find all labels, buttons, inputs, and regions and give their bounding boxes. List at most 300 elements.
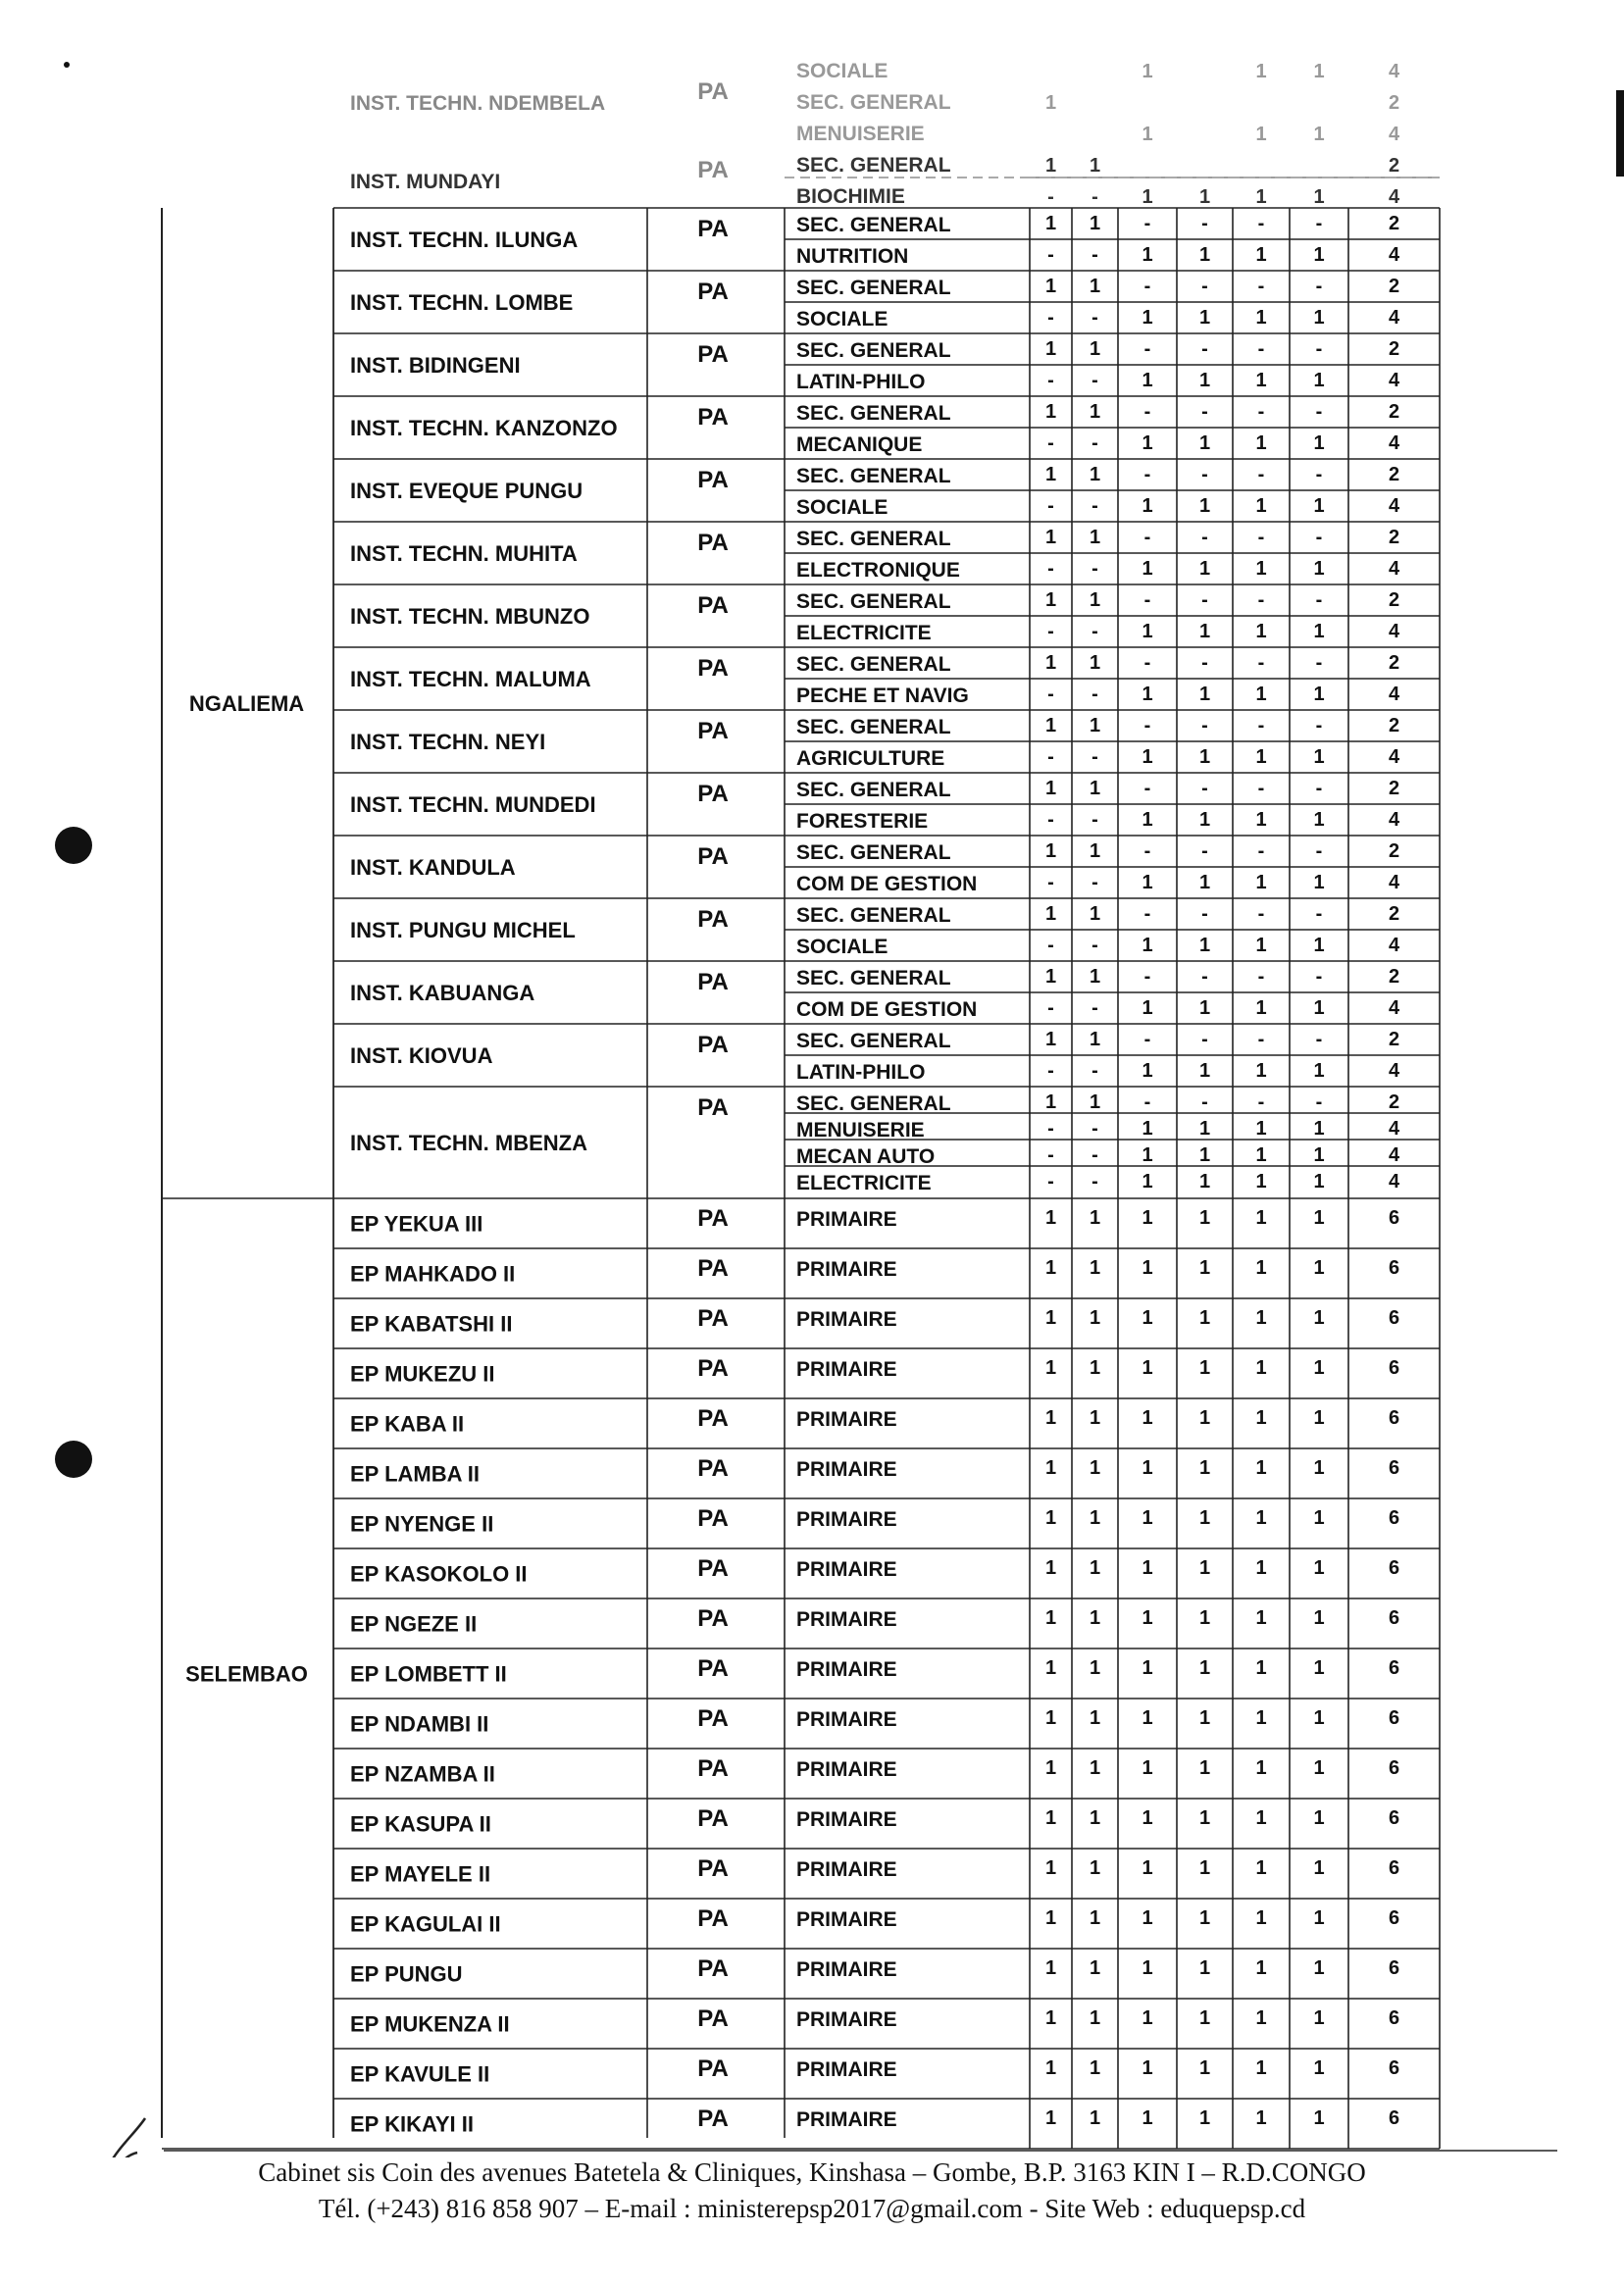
class-count: 1 [1044, 966, 1057, 988]
class-count: 1 [1044, 2057, 1057, 2079]
class-count: 1 [1198, 935, 1211, 956]
class-count: 1 [1255, 2057, 1267, 2079]
class-count: 1 [1255, 1807, 1267, 1829]
class-count: 1 [1313, 1357, 1325, 1379]
class-count: 1 [1313, 1257, 1325, 1279]
option-label: PRIMAIRE [796, 1958, 897, 1981]
school-type: PA [697, 1032, 729, 1058]
class-count: 1 [1044, 1029, 1057, 1050]
class-count: - [1047, 746, 1054, 768]
class-count: 6 [1388, 1407, 1400, 1429]
class-count: 1 [1089, 903, 1101, 925]
class-count: 1 [1089, 1857, 1101, 1879]
class-count: 1 [1044, 840, 1057, 862]
class-count: - [1201, 276, 1208, 297]
school-name: EP PUNGU [350, 1961, 463, 1987]
option-label: SEC. GENERAL [796, 967, 951, 989]
class-count: 1 [1142, 1957, 1153, 1979]
school-name: INST. TECHN. NEYI [350, 730, 546, 754]
class-count: - [1315, 966, 1323, 988]
class-count: 1 [1089, 1957, 1101, 1979]
class-count: - [1143, 715, 1151, 736]
class-count: 1 [1142, 2057, 1153, 2079]
school-name: INST. TECHN. LOMBE [350, 290, 574, 315]
option-label: SEC. GENERAL [796, 590, 951, 613]
class-count: - [1315, 213, 1323, 234]
class-count: - [1257, 652, 1265, 674]
class-count: 1 [1313, 746, 1325, 768]
option-label: SEC. GENERAL [796, 154, 951, 177]
class-count: 1 [1044, 589, 1057, 611]
class-count: - [1201, 401, 1208, 423]
class-count: 1 [1255, 1357, 1267, 1379]
option-label: SEC. GENERAL [796, 528, 951, 550]
class-count: 2 [1388, 966, 1400, 988]
class-count: 1 [1089, 1029, 1101, 1050]
class-count: 4 [1388, 61, 1400, 82]
class-count: 2 [1388, 715, 1400, 736]
school-type: PA [697, 1655, 729, 1682]
class-count: 1 [1255, 809, 1267, 831]
class-count: 1 [1142, 684, 1153, 705]
option-label: PECHE ET NAVIG [796, 685, 969, 707]
class-count: 1 [1198, 1171, 1211, 1192]
class-count: - [1257, 589, 1265, 611]
class-count: 1 [1198, 432, 1211, 454]
class-count: 2 [1388, 401, 1400, 423]
school-name: EP MUKENZA II [350, 2011, 510, 2037]
option-label: PRIMAIRE [796, 1908, 897, 1931]
class-count: 1 [1142, 1607, 1153, 1629]
class-count: 1 [1313, 1857, 1325, 1879]
option-label: PRIMAIRE [796, 1608, 897, 1631]
school-type: PA [697, 1905, 729, 1932]
class-count: 1 [1198, 1307, 1211, 1329]
school-name: INST. TECHN. MALUMA [350, 667, 591, 691]
class-count: 1 [1089, 778, 1101, 799]
option-label: NUTRITION [796, 245, 909, 268]
school-name: INST. TECHN. MUNDEDI [350, 792, 596, 817]
class-count: 4 [1388, 1144, 1400, 1166]
class-count: 1 [1089, 2007, 1101, 2029]
school-type: PA [697, 1505, 729, 1532]
class-count: - [1091, 935, 1098, 956]
class-count: 1 [1142, 1357, 1153, 1379]
class-count: 1 [1313, 1507, 1325, 1529]
class-count: 6 [1388, 1457, 1400, 1479]
class-count: 1 [1198, 1607, 1211, 1629]
school-type: PA [697, 341, 729, 368]
class-count: 2 [1388, 527, 1400, 548]
option-label: ELECTRICITE [796, 622, 932, 644]
class-count: 2 [1388, 276, 1400, 297]
class-count: 1 [1198, 2107, 1211, 2129]
class-count: 1 [1255, 370, 1267, 391]
class-count: 1 [1313, 307, 1325, 329]
class-count: 2 [1388, 1029, 1400, 1050]
class-count: 1 [1142, 432, 1153, 454]
school-type: PA [697, 1805, 729, 1832]
class-count: - [1257, 1029, 1265, 1050]
class-count: 1 [1089, 1507, 1101, 1529]
class-count: 1 [1198, 1707, 1211, 1729]
option-label: SEC. GENERAL [796, 91, 951, 114]
school-type: PA [697, 1555, 729, 1582]
class-count: 4 [1388, 558, 1400, 580]
class-count: - [1047, 1144, 1054, 1166]
class-count: - [1201, 715, 1208, 736]
class-count: 1 [1089, 966, 1101, 988]
class-count: 1 [1255, 1557, 1267, 1579]
school-type: PA [697, 1205, 729, 1232]
school-name: INST. TECHN. ILUNGA [350, 228, 579, 252]
class-count: - [1257, 715, 1265, 736]
class-count: 2 [1388, 840, 1400, 862]
class-count: 1 [1142, 558, 1153, 580]
school-name: INST. PUNGU MICHEL [350, 918, 576, 942]
class-count: 1 [1198, 1957, 1211, 1979]
school-name: EP LAMBA II [350, 1461, 481, 1487]
class-count: 1 [1255, 1707, 1267, 1729]
class-count: - [1201, 338, 1208, 360]
class-count: 1 [1198, 1807, 1211, 1829]
class-count: 1 [1044, 1957, 1057, 1979]
class-count: 1 [1044, 1507, 1057, 1529]
class-count: - [1143, 589, 1151, 611]
class-count: - [1201, 527, 1208, 548]
class-count: 4 [1388, 746, 1400, 768]
class-count: - [1315, 652, 1323, 674]
option-label: LATIN-PHILO [796, 371, 926, 393]
class-count: 1 [1142, 1457, 1153, 1479]
class-count: 1 [1044, 464, 1057, 485]
class-count: - [1257, 778, 1265, 799]
class-count: 1 [1142, 1171, 1153, 1192]
school-name: INST. BIDINGENI [350, 353, 521, 378]
class-count: - [1315, 1091, 1323, 1113]
class-count: 1 [1044, 155, 1057, 177]
class-count: 1 [1044, 2107, 1057, 2129]
class-count: 1 [1089, 155, 1101, 177]
class-count: 1 [1089, 1657, 1101, 1679]
class-count: 6 [1388, 1857, 1400, 1879]
class-count: - [1315, 276, 1323, 297]
option-label: SEC. GENERAL [796, 779, 951, 801]
class-count: - [1143, 840, 1151, 862]
school-name: EP KABA II [350, 1411, 465, 1437]
class-count: 1 [1142, 1407, 1153, 1429]
class-count: 1 [1313, 495, 1325, 517]
class-count: - [1047, 1118, 1054, 1140]
class-count: - [1201, 213, 1208, 234]
class-count: - [1091, 244, 1098, 266]
class-count: 1 [1313, 1607, 1325, 1629]
option-label: COM DE GESTION [796, 998, 978, 1021]
class-count: 1 [1089, 1207, 1101, 1229]
class-count: - [1091, 809, 1098, 831]
class-count: 1 [1198, 684, 1211, 705]
option-label: BIOCHIMIE [796, 185, 905, 208]
class-count: 1 [1142, 244, 1153, 266]
class-count: 1 [1255, 1607, 1267, 1629]
class-count: 1 [1198, 746, 1211, 768]
class-count: - [1143, 966, 1151, 988]
class-count: - [1091, 186, 1098, 208]
class-count: 1 [1255, 1757, 1267, 1779]
class-count: - [1257, 213, 1265, 234]
class-count: - [1201, 840, 1208, 862]
school-type: PA [697, 157, 729, 183]
class-count: 1 [1255, 495, 1267, 517]
class-count: 1 [1313, 2107, 1325, 2129]
option-label: SEC. GENERAL [796, 465, 951, 487]
class-count: 1 [1255, 746, 1267, 768]
class-count: 1 [1142, 1857, 1153, 1879]
class-count: 1 [1089, 213, 1101, 234]
class-count: 1 [1044, 652, 1057, 674]
class-count: 1 [1142, 746, 1153, 768]
class-count: 2 [1388, 155, 1400, 177]
class-count: 1 [1089, 1257, 1101, 1279]
class-count: - [1047, 1171, 1054, 1192]
option-label: COM DE GESTION [796, 873, 978, 895]
class-count: 1 [1089, 527, 1101, 548]
school-name: INST. KABUANGA [350, 981, 535, 1005]
school-name: INST. TECHN. MBENZA [350, 1131, 587, 1155]
class-count: 4 [1388, 1171, 1400, 1192]
school-name: EP MAHKADO II [350, 1261, 516, 1287]
class-count: 2 [1388, 1091, 1400, 1113]
school-type: PA [697, 530, 729, 556]
class-count: 1 [1313, 997, 1325, 1019]
class-count: 1 [1313, 872, 1325, 893]
class-count: 1 [1255, 621, 1267, 642]
option-label: PRIMAIRE [796, 1808, 897, 1831]
class-count: 1 [1255, 186, 1267, 208]
class-count: 6 [1388, 1557, 1400, 1579]
school-type: PA [697, 2105, 729, 2132]
option-label: SOCIALE [796, 936, 888, 958]
class-count: 1 [1255, 1657, 1267, 1679]
school-type: PA [697, 1405, 729, 1432]
class-count: 1 [1089, 1091, 1101, 1113]
class-count: 4 [1388, 809, 1400, 831]
class-count: 1 [1142, 1207, 1153, 1229]
class-count: 1 [1255, 1857, 1267, 1879]
class-count: 1 [1089, 464, 1101, 485]
class-count: 2 [1388, 903, 1400, 925]
class-count: 1 [1089, 1307, 1101, 1329]
school-type: PA [697, 1455, 729, 1482]
class-count: - [1091, 1060, 1098, 1082]
class-count: 1 [1198, 1557, 1211, 1579]
class-count: 1 [1089, 1807, 1101, 1829]
class-count: 1 [1142, 1657, 1153, 1679]
option-label: SEC. GENERAL [796, 841, 951, 864]
class-count: 1 [1044, 92, 1057, 114]
option-label: PRIMAIRE [796, 1708, 897, 1731]
class-count: 4 [1388, 1118, 1400, 1140]
class-count: - [1143, 401, 1151, 423]
class-count: 1 [1044, 1207, 1057, 1229]
class-count: 2 [1388, 92, 1400, 114]
option-label: PRIMAIRE [796, 1658, 897, 1681]
class-count: 1 [1255, 935, 1267, 956]
option-label: AGRICULTURE [796, 747, 945, 770]
class-count: 1 [1089, 1607, 1101, 1629]
class-count: 1 [1198, 1257, 1211, 1279]
class-count: 1 [1089, 276, 1101, 297]
class-count: 6 [1388, 1957, 1400, 1979]
class-count: 1 [1142, 1557, 1153, 1579]
class-count: 1 [1255, 1307, 1267, 1329]
class-count: 1 [1198, 1857, 1211, 1879]
class-count: 1 [1198, 558, 1211, 580]
class-count: 6 [1388, 2007, 1400, 2029]
class-count: 6 [1388, 1707, 1400, 1729]
option-label: LATIN-PHILO [796, 1061, 926, 1084]
class-count: 1 [1044, 778, 1057, 799]
class-count: 1 [1044, 338, 1057, 360]
school-type: PA [697, 78, 729, 105]
school-type: PA [697, 718, 729, 744]
school-name: EP KABATSHI II [350, 1311, 513, 1337]
class-count: 1 [1255, 1118, 1267, 1140]
class-count: 1 [1198, 872, 1211, 893]
class-count: 1 [1044, 1457, 1057, 1479]
class-count: 1 [1313, 1707, 1325, 1729]
class-count: 1 [1313, 1557, 1325, 1579]
class-count: 1 [1044, 527, 1057, 548]
option-label: PRIMAIRE [796, 2058, 897, 2081]
class-count: 2 [1388, 589, 1400, 611]
school-type: PA [697, 467, 729, 493]
class-count: 1 [1198, 244, 1211, 266]
class-count: 1 [1044, 1757, 1057, 1779]
class-count: - [1143, 1029, 1151, 1050]
school-type: PA [697, 781, 729, 807]
class-count: - [1091, 370, 1098, 391]
class-count: 1 [1255, 307, 1267, 329]
class-count: 1 [1142, 1757, 1153, 1779]
class-count: - [1257, 1091, 1265, 1113]
option-label: SOCIALE [796, 60, 888, 82]
class-count: 1 [1044, 1407, 1057, 1429]
commune-name: NGALIEMA [188, 691, 305, 716]
class-count: 1 [1089, 715, 1101, 736]
class-count: - [1047, 935, 1054, 956]
class-count: 1 [1198, 370, 1211, 391]
school-name: INST. TECHN. MBUNZO [350, 604, 590, 629]
class-count: 1 [1255, 1207, 1267, 1229]
option-label: ELECTRICITE [796, 1172, 932, 1194]
class-count: 1 [1313, 621, 1325, 642]
class-count: 1 [1313, 1060, 1325, 1082]
option-label: PRIMAIRE [796, 1208, 897, 1231]
footer-contact: Tél. (+243) 816 858 907 – E-mail : ministerepsp2017@gmail.com - Site Web : eduquepsp.cd [318, 2194, 1306, 2223]
class-count: 4 [1388, 495, 1400, 517]
school-name: INST. EVEQUE PUNGU [350, 479, 584, 503]
option-label: MECAN AUTO [796, 1145, 936, 1168]
class-count: 1 [1255, 1407, 1267, 1429]
school-name: EP LOMBETT II [350, 1661, 507, 1687]
class-count: 1 [1198, 2007, 1211, 2029]
class-count: 1 [1089, 1707, 1101, 1729]
class-count: - [1315, 464, 1323, 485]
class-count: 2 [1388, 213, 1400, 234]
class-count: 1 [1142, 1707, 1153, 1729]
class-count: - [1047, 307, 1054, 329]
school-name: EP MUKEZU II [350, 1361, 495, 1387]
class-count: 1 [1044, 1807, 1057, 1829]
class-count: - [1091, 495, 1098, 517]
school-type: PA [697, 216, 729, 242]
class-count: 1 [1142, 2107, 1153, 2129]
class-count: 1 [1142, 495, 1153, 517]
class-count: 1 [1313, 124, 1325, 145]
class-count: - [1047, 684, 1054, 705]
class-count: 1 [1255, 1907, 1267, 1929]
class-count: - [1201, 1091, 1208, 1113]
class-count: 1 [1198, 1060, 1211, 1082]
scan-speck [64, 62, 70, 68]
class-count: - [1143, 527, 1151, 548]
class-count: 1 [1255, 2007, 1267, 2029]
option-label: SEC. GENERAL [796, 1030, 951, 1052]
class-count: 1 [1198, 1118, 1211, 1140]
class-count: 1 [1198, 809, 1211, 831]
class-count: 1 [1198, 1407, 1211, 1429]
class-count: 6 [1388, 1357, 1400, 1379]
school-type: PA [697, 1094, 729, 1121]
school-name: EP YEKUA III [350, 1211, 483, 1237]
class-count: 1 [1142, 370, 1153, 391]
class-count: 1 [1044, 1707, 1057, 1729]
class-count: 4 [1388, 307, 1400, 329]
class-count: 1 [1313, 1207, 1325, 1229]
option-label: SEC. GENERAL [796, 653, 951, 676]
class-count: - [1257, 527, 1265, 548]
class-count: 1 [1044, 1091, 1057, 1113]
class-count: 1 [1198, 186, 1211, 208]
class-count: - [1315, 1029, 1323, 1050]
option-label: PRIMAIRE [796, 1758, 897, 1781]
class-count: 4 [1388, 432, 1400, 454]
school-name: EP NYENGE II [350, 1511, 494, 1537]
class-count: 1 [1255, 1507, 1267, 1529]
class-count: 1 [1142, 1060, 1153, 1082]
option-label: PRIMAIRE [796, 1508, 897, 1531]
class-count: 4 [1388, 124, 1400, 145]
class-count: 1 [1255, 124, 1267, 145]
option-label: PRIMAIRE [796, 1258, 897, 1281]
option-label: PRIMAIRE [796, 2008, 897, 2031]
class-count: 1 [1198, 1757, 1211, 1779]
class-count: 1 [1255, 1144, 1267, 1166]
option-label: SEC. GENERAL [796, 716, 951, 738]
option-label: MENUISERIE [796, 123, 925, 145]
class-count: 4 [1388, 621, 1400, 642]
class-count: - [1047, 370, 1054, 391]
class-count: - [1257, 338, 1265, 360]
class-count: 1 [1142, 1507, 1153, 1529]
class-count: 1 [1313, 1307, 1325, 1329]
class-count: - [1091, 1144, 1098, 1166]
option-label: SOCIALE [796, 496, 888, 519]
class-count: 1 [1044, 1257, 1057, 1279]
class-count: 1 [1313, 684, 1325, 705]
class-count: 4 [1388, 997, 1400, 1019]
